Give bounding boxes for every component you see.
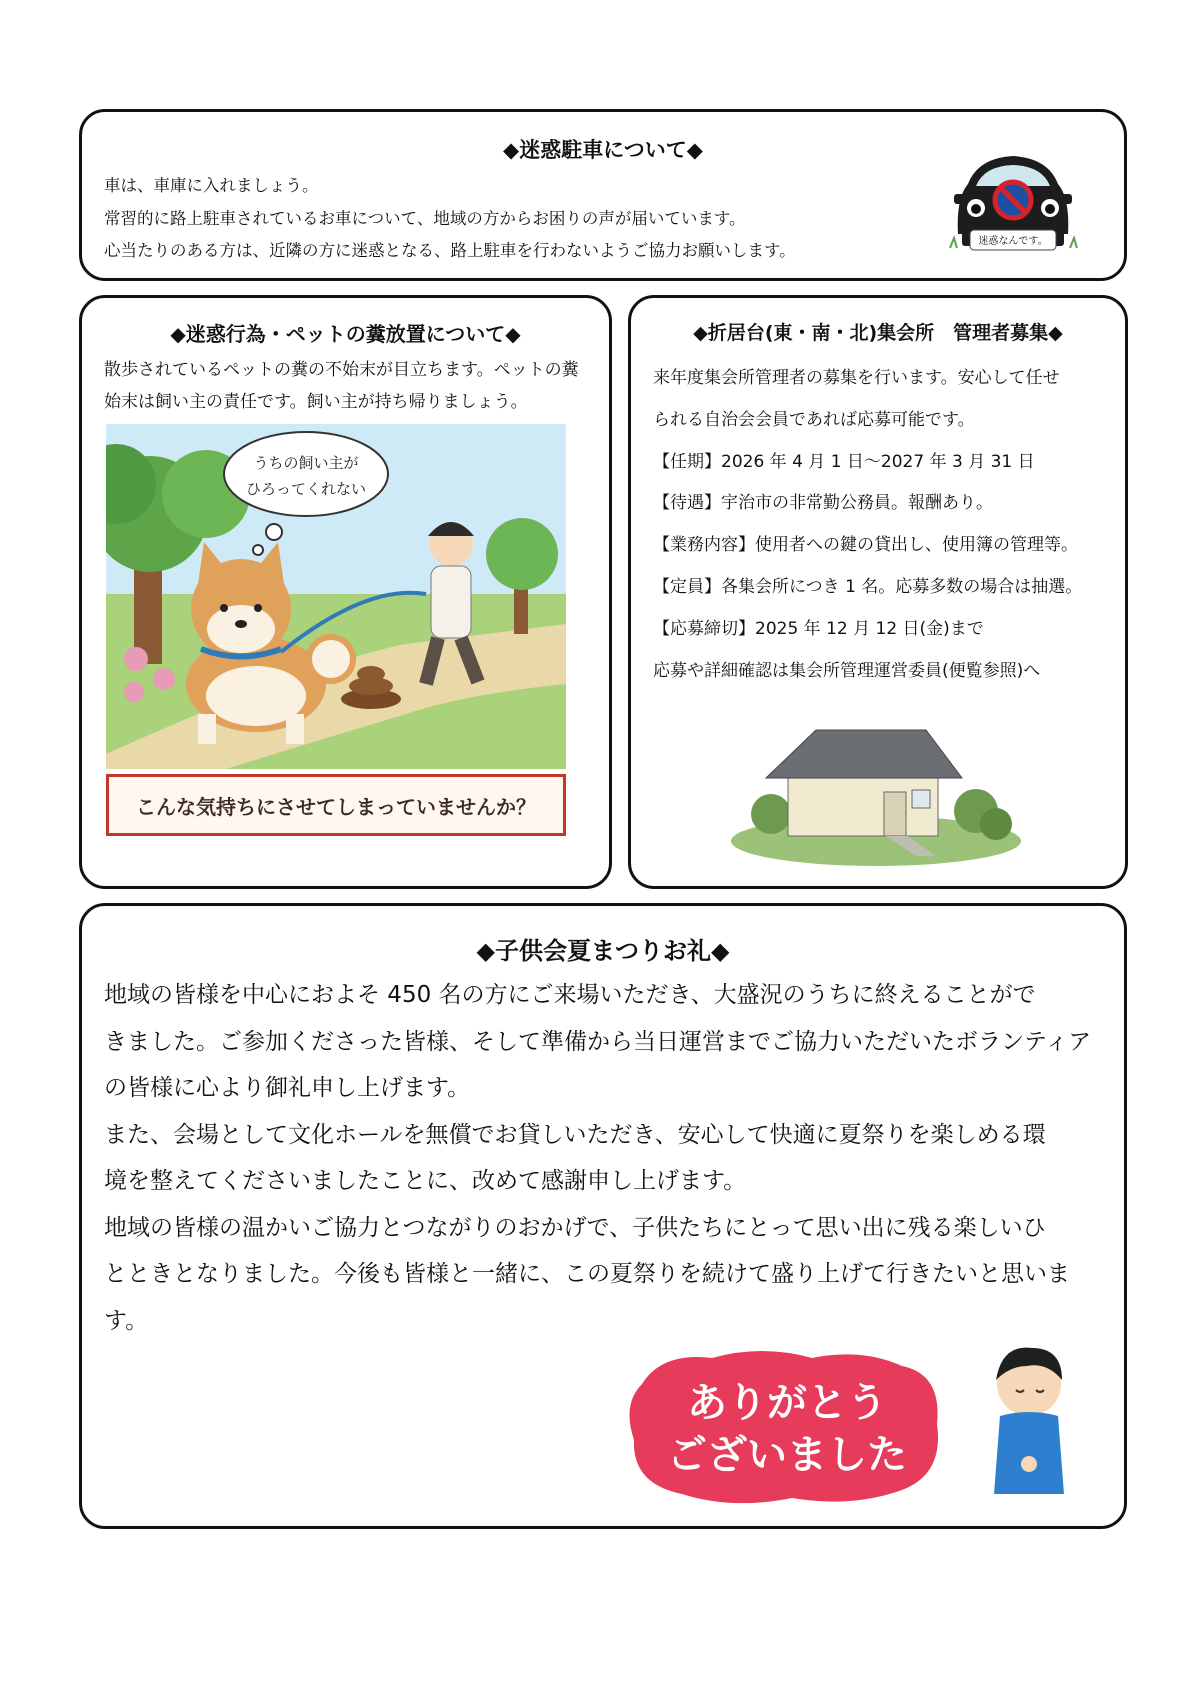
hall-line: 【定員】各集会所につき 1 名。応募多数の場合は抽選。 (653, 576, 1083, 597)
hall-line: 来年度集会所管理者の募集を行います。安心して任せ (653, 368, 1060, 388)
pet-title: ◆迷惑行為・ペットの糞放置について◆ (170, 322, 521, 346)
car-caption: 迷惑なんです。 (978, 236, 1048, 247)
hall-manager-section (628, 295, 1128, 889)
hall-line: 【任期】2026 年 4 月 1 日～2027 年 3 月 31 日 (653, 451, 1035, 472)
festival-line: とときとなりました。今後も皆様と一緒に、この夏祭りを続けて盛り上げて行きたいと思いま (104, 1261, 1070, 1287)
hall-line: 【業務内容】使用者への鍵の貸出し、使用簿の管理等。 (653, 535, 1078, 556)
pet-text (104, 354, 579, 418)
parking-notice-section (79, 109, 1127, 281)
festival-line: 境を整えてくださいましたことに、改めて感謝申し上げます。 (104, 1168, 747, 1194)
parking-line: 心当たりのある方は、近隣の方に迷惑となる、路上駐車を行わないようご協力お願いします。 (104, 241, 796, 260)
speech-line: ひろってくれない (245, 480, 367, 498)
no-parking-icon (995, 182, 1031, 218)
speech-line: うちの飼い主が (253, 454, 359, 472)
parking-line: 車は、車庫に入れましょう。 (104, 176, 319, 195)
pet-waste-section (79, 295, 612, 889)
festival-line: きました。ご参加くださった皆様、そして準備から当日運営までご協力いただいたボランティア (104, 1028, 1092, 1055)
pet-line: 始末は飼い主の責任です。飼い主が持ち帰りましょう。 (104, 392, 528, 412)
festival-text (104, 972, 1091, 1344)
thanks-line: ございました (667, 1432, 907, 1478)
festival-title: ◆子供会夏まつりお礼◆ (476, 937, 730, 965)
festival-thanks-section (79, 903, 1127, 1529)
hall-line: 【待遇】宇治市の非常勤公務員。報酬あり。 (653, 493, 993, 514)
parking-title: ◆迷惑駐車について◆ (503, 138, 703, 162)
hall-text (653, 358, 1082, 692)
festival-line: す。 (104, 1307, 149, 1334)
thanks-illustration (622, 1344, 1092, 1514)
bowing-boy-icon (994, 1348, 1064, 1494)
hall-line: 【応募締切】2025 年 12 月 12 日(金)まで (653, 618, 984, 639)
festival-line: の皆様に心より御礼申し上げます。 (104, 1075, 471, 1101)
house-icon (726, 716, 1026, 866)
thanks-line: ありがとう (687, 1380, 887, 1426)
dog-walk-illustration (106, 424, 566, 769)
hall-line: られる自治会会員であれば応募可能です。 (653, 409, 975, 430)
festival-line: また、会場として文化ホールを無償でお貸しいただき、安心して快適に夏祭りを楽しめる環 (104, 1121, 1046, 1148)
festival-line: 地域の皆様を中心におよそ 450 名の方にご来場いただき、大盛況のうちに終えることがで (104, 982, 1036, 1008)
parking-line: 常習的に路上駐車されているお車について、地域の方からお困りの声が届いています。 (104, 208, 746, 228)
festival-line: 地域の皆様の温かいご協力とつながりのおかげで、子供たちにとって思い出に残る楽しいひ (104, 1214, 1046, 1241)
parking-text (104, 170, 796, 268)
pet-line: 散歩されているペットの糞の不始末が目立ちます。ペットの糞 (104, 360, 579, 380)
pet-banner (106, 774, 566, 836)
hall-line: 応募や詳細確認は集会所管理運営委員(便覧参照)へ (653, 660, 1041, 681)
car-no-parking-illustration (948, 138, 1078, 260)
hall-title: ◆折居台(東・南・北)集会所 管理者募集◆ (693, 322, 1063, 344)
pet-banner-text: こんな気持ちにさせてしまっていませんか？ (136, 794, 536, 819)
